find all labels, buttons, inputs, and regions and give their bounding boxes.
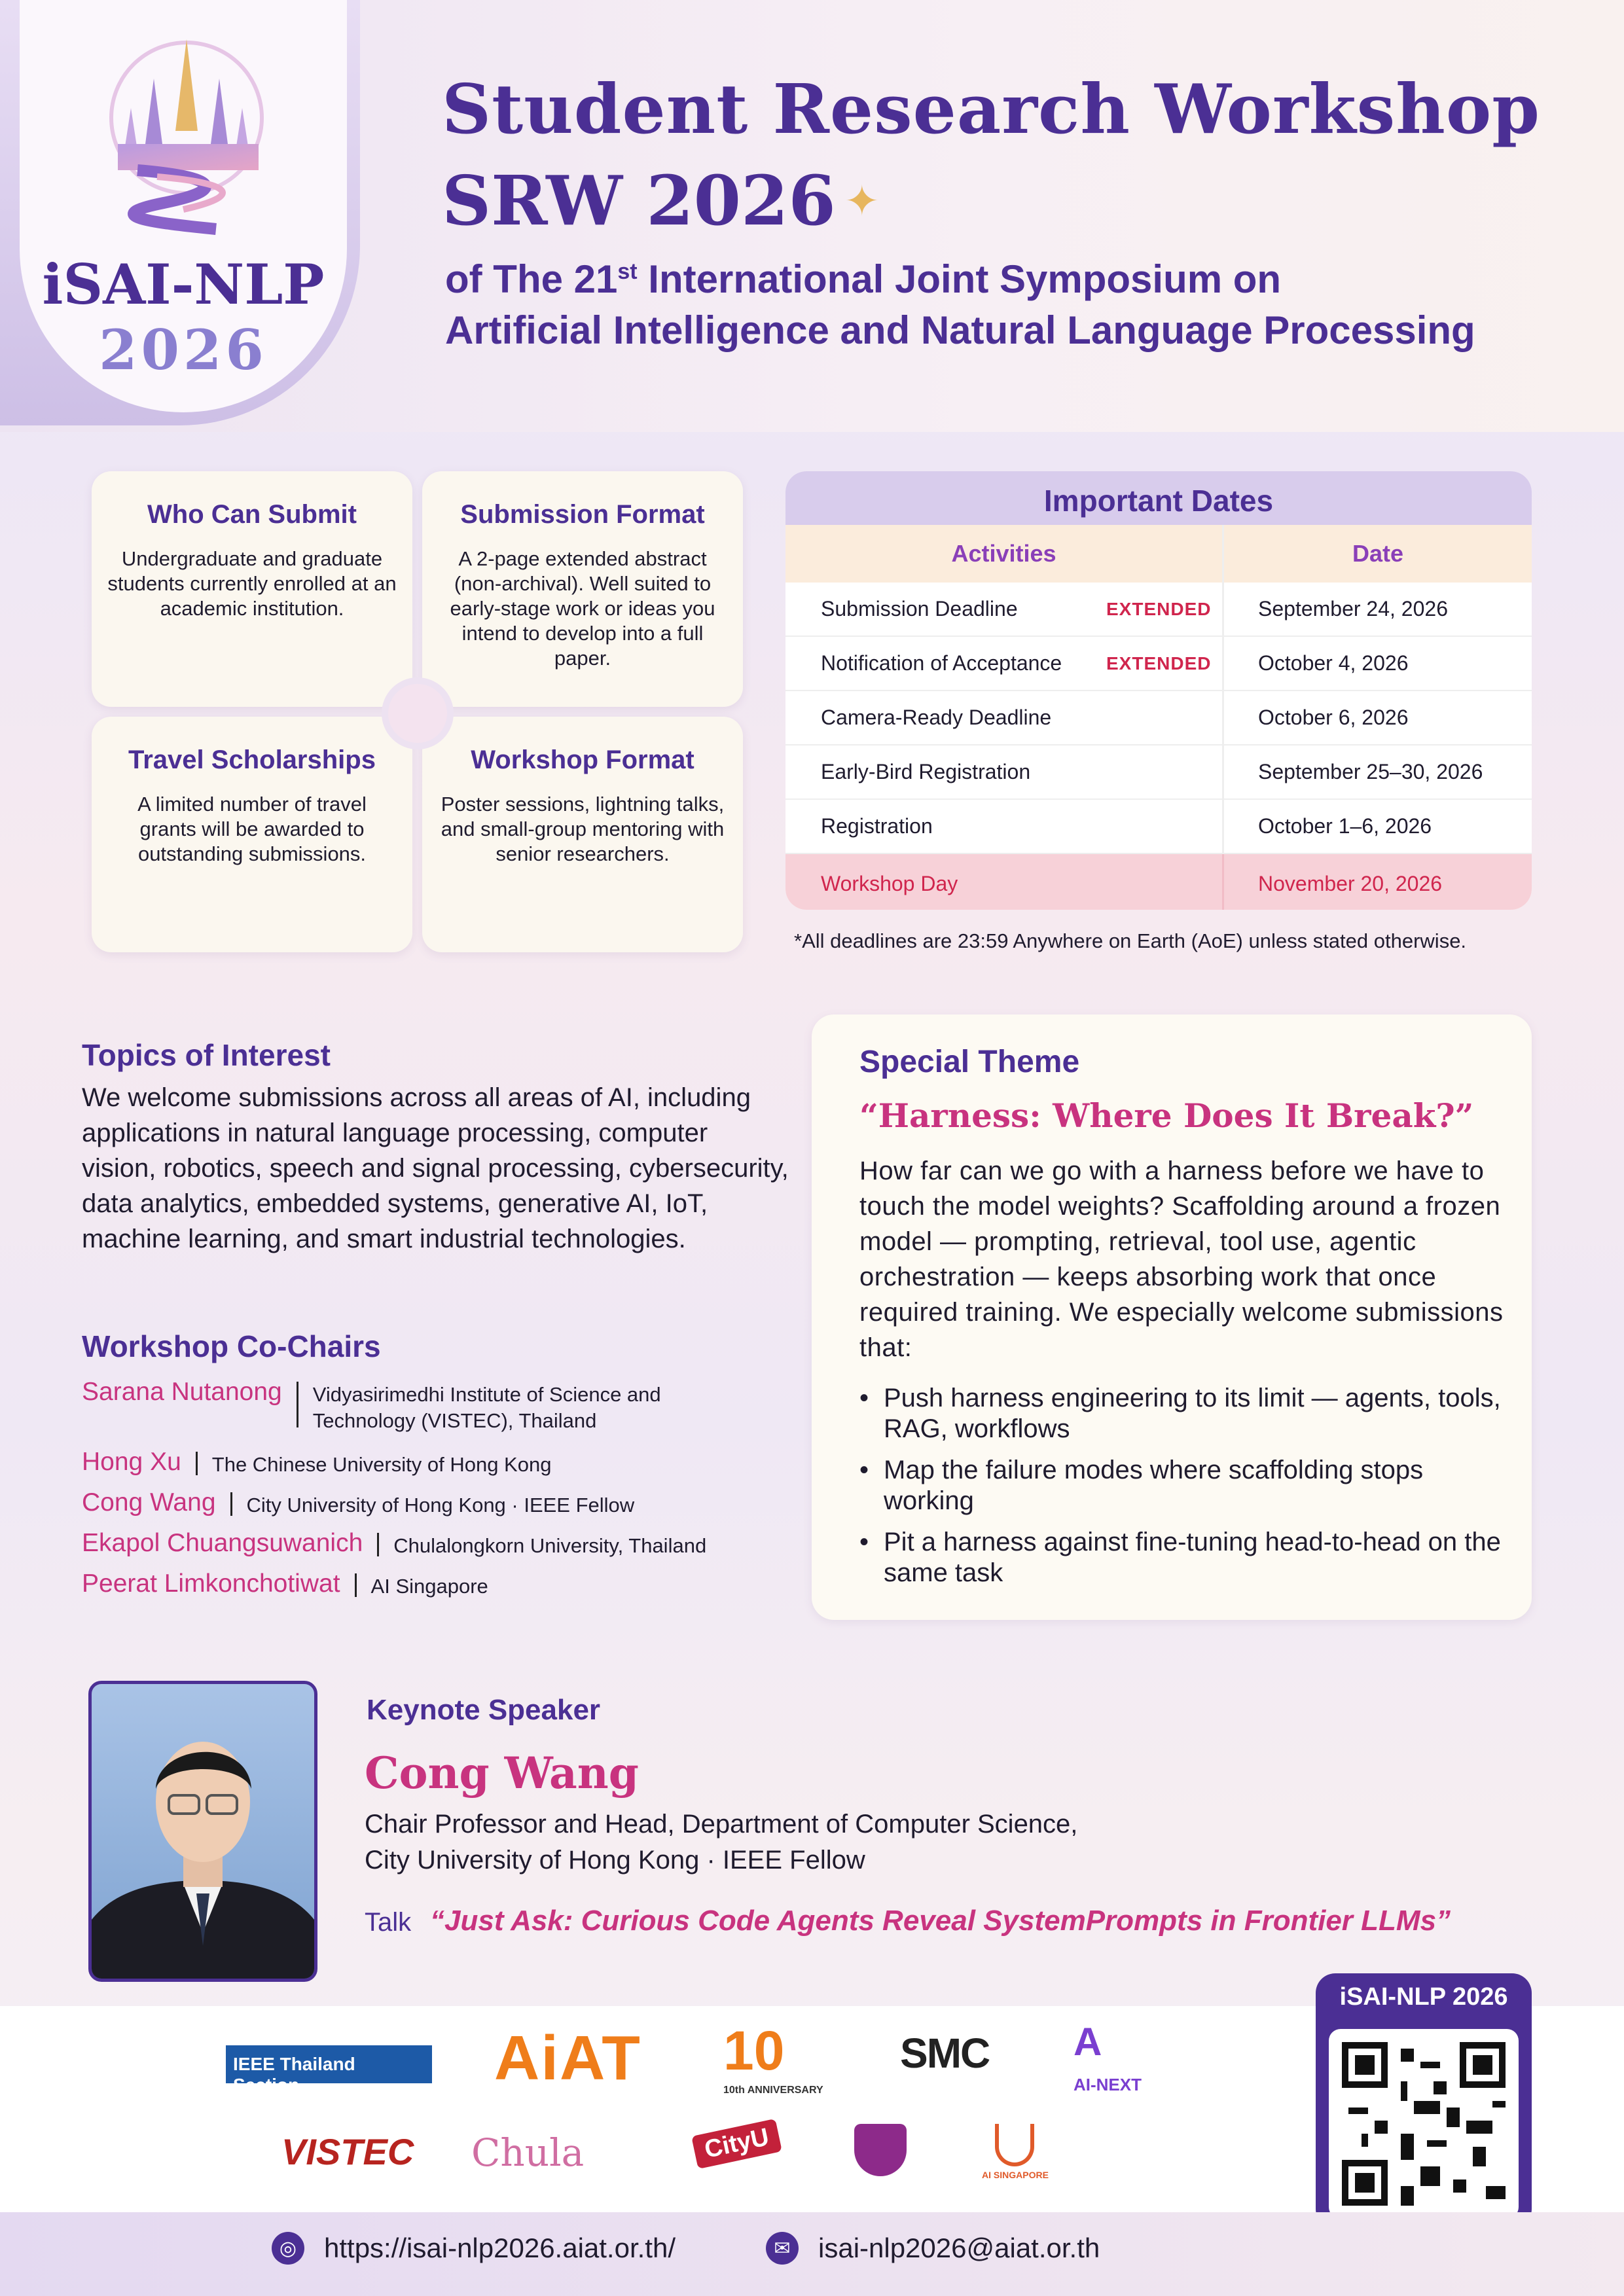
chair-name: Ekapol Chuangsuwanich	[82, 1529, 363, 1557]
subtitle-line2: Artificial Intelligence and Natural Language Processing	[445, 308, 1475, 352]
page-title: Student Research Workshop	[442, 69, 1540, 149]
qr-label: iSAI-NLP 2026	[1339, 1983, 1508, 2011]
theme-quote: “Harness: Where Does It Break?”	[859, 1096, 1474, 1135]
globe-icon: ◎	[272, 2232, 304, 2265]
ai-next-label: AI-NEXT	[1074, 2075, 1142, 2094]
activity: Workshop Day	[821, 871, 958, 895]
card-who-can-submit	[92, 471, 412, 707]
qr-code[interactable]	[1329, 2029, 1519, 2219]
table-row	[785, 583, 1532, 637]
card-submission-format	[422, 471, 743, 707]
card-title: Submission Format	[460, 500, 705, 529]
col-activities: Activities	[785, 525, 1224, 583]
logo-year: 2026	[99, 317, 268, 382]
table-row	[785, 800, 1532, 854]
talk-label: Talk	[365, 1908, 412, 1937]
aiat-logo: AiAT	[494, 2023, 641, 2093]
important-dates-table	[785, 471, 1532, 910]
table-row	[785, 745, 1532, 800]
dates-title: Important Dates	[785, 471, 1532, 525]
chair-affiliation: AI Singapore	[370, 1575, 488, 1598]
aiat-10-logo: 10	[723, 2020, 785, 2081]
email-address[interactable]: isai-nlp2026@aiat.or.th	[818, 2233, 1100, 2263]
chair-affiliation: Chulalongkorn University, Thailand	[393, 1534, 707, 1557]
date: October 6, 2026	[1258, 706, 1409, 729]
chair-affiliation: City University of Hong Kong · IEEE Fellow	[246, 1494, 635, 1516]
card-body: A 2-page extended abstract (non-archival). Well suited to early-stage work or ideas you intend to develop into a full paper.	[450, 547, 715, 670]
logo-text: iSAI-NLP	[42, 252, 325, 317]
chair-item	[82, 1570, 488, 1600]
extended-badge: EXTENDED	[1106, 653, 1212, 673]
theme-body: How far can we go with a harness before we have to touch the model weights? Scaffolding around a frozen model — prompting, retrieval, tool use, agentic orchestration — keeps absorbing work that once required training. We especially welcome submissions that:	[859, 1157, 1504, 1362]
deadline-note: *All deadlines are 23:59 Anywhere on Earth (AoE) unless stated otherwise.	[794, 929, 1467, 952]
chairs-heading: Workshop Co-Chairs	[82, 1329, 381, 1363]
chair-item	[82, 1448, 551, 1478]
table-row-highlight	[785, 854, 1532, 910]
email-link[interactable]	[766, 2232, 1100, 2265]
card-workshop-format	[422, 717, 743, 952]
temple-logo-icon	[20, 0, 347, 236]
col-date: Date	[1352, 540, 1404, 567]
chair-name: Cong Wang	[82, 1488, 216, 1516]
table-row	[785, 691, 1532, 745]
activity: Submission Deadline	[821, 597, 1018, 620]
ieee-logo: IEEE Thailand Section	[226, 2045, 432, 2083]
page-title-line2: SRW 2026	[442, 160, 836, 241]
topics-body: We welcome submissions across all areas of AI, including applications in natural language processing, computer vision, robotics, speech and signal processing, cybersecurity, data analytics, embedded systems, generative AI, IoT, machine learning, and smart industrial technologies.	[82, 1083, 789, 1253]
vistec-logo: VISTEC	[281, 2131, 414, 2172]
chair-name: Hong Xu	[82, 1448, 181, 1476]
keynote-affiliation: Chair Professor and Head, Department of Computer Science,	[365, 1810, 1078, 1839]
smc-logo: SMC	[900, 2030, 990, 2077]
ai-next-icon: A	[1074, 2020, 1102, 2064]
theme-bullet: • Pit a harness against fine-tuning head-to-head on the same task	[859, 1527, 1501, 1588]
chair-item	[82, 1378, 679, 1434]
activity: Camera-Ready Deadline	[821, 706, 1052, 729]
chair-name: Peerat Limkonchotiwat	[82, 1570, 340, 1598]
keynote-affiliation-2: City University of Hong Kong · IEEE Fellow	[365, 1846, 865, 1874]
table-row	[785, 637, 1532, 691]
card-title: Who Can Submit	[147, 500, 357, 529]
website-url[interactable]: https://isai-nlp2026.aiat.or.th/	[324, 2233, 676, 2263]
chair-affiliation: The Chinese University of Hong Kong	[211, 1453, 552, 1476]
chula-logo: Chula	[471, 2130, 585, 2175]
cuhk-crest-icon	[854, 2124, 907, 2176]
chair-affiliation: Vidyasirimedhi Institute of Science and Technology (VISTEC), Thailand	[312, 1383, 661, 1432]
date: September 24, 2026	[1258, 597, 1448, 620]
card-title: Workshop Format	[471, 745, 695, 774]
card-travel-scholarships	[92, 717, 412, 952]
theme-heading: Special Theme	[859, 1045, 1080, 1079]
card-body: A limited number of travel grants will be awarded to outstanding submissions.	[137, 793, 367, 865]
dates-header-row	[785, 525, 1532, 583]
envelope-icon: ✉	[766, 2232, 799, 2265]
theme-bullet: • Push harness engineering to its limit — agents, tools, RAG, workflows	[859, 1383, 1501, 1444]
ai-singapore-logo: AI SINGAPORE	[982, 2170, 1049, 2180]
chair-item	[82, 1488, 634, 1518]
activity: Notification of Acceptance	[821, 651, 1062, 675]
subtitle-line1: of The 21st International Joint Symposium on	[445, 257, 1282, 301]
topics-heading: Topics of Interest	[82, 1038, 331, 1072]
speaker-photo	[88, 1681, 317, 1982]
activity: Registration	[821, 814, 933, 838]
website-link[interactable]	[272, 2232, 676, 2265]
extended-badge: EXTENDED	[1106, 598, 1212, 619]
date: October 4, 2026	[1258, 651, 1409, 675]
ai-singapore-tree-icon	[995, 2124, 1034, 2166]
cityu-logo: CityU	[691, 2119, 782, 2169]
card-center-dot	[382, 677, 454, 749]
chair-name: Sarana Nutanong	[82, 1378, 282, 1406]
chair-item	[82, 1529, 706, 1559]
keynote-heading: Keynote Speaker	[367, 1694, 601, 1726]
talk-title: “Just Ask: Curious Code Agents Reveal SystemPrompts in Frontier LLMs”	[430, 1905, 1451, 1937]
card-body: Poster sessions, lightning talks, and small-group mentoring with senior researchers.	[441, 793, 725, 865]
date: September 25–30, 2026	[1258, 760, 1483, 783]
theme-bullet: • Map the failure modes where scaffolding stops working	[859, 1455, 1501, 1516]
aiat-10-caption: 10th ANNIVERSARY	[723, 2085, 823, 2096]
logo-badge	[20, 0, 347, 412]
keynote-name: Cong Wang	[365, 1748, 639, 1799]
activity: Early-Bird Registration	[821, 760, 1031, 783]
date: November 20, 2026	[1258, 871, 1443, 895]
card-title: Travel Scholarships	[128, 745, 376, 774]
date: October 1–6, 2026	[1258, 814, 1432, 838]
sparkle-icon: ✦	[844, 177, 880, 224]
card-body: Undergraduate and graduate students currently enrolled at an academic institution.	[107, 547, 397, 620]
